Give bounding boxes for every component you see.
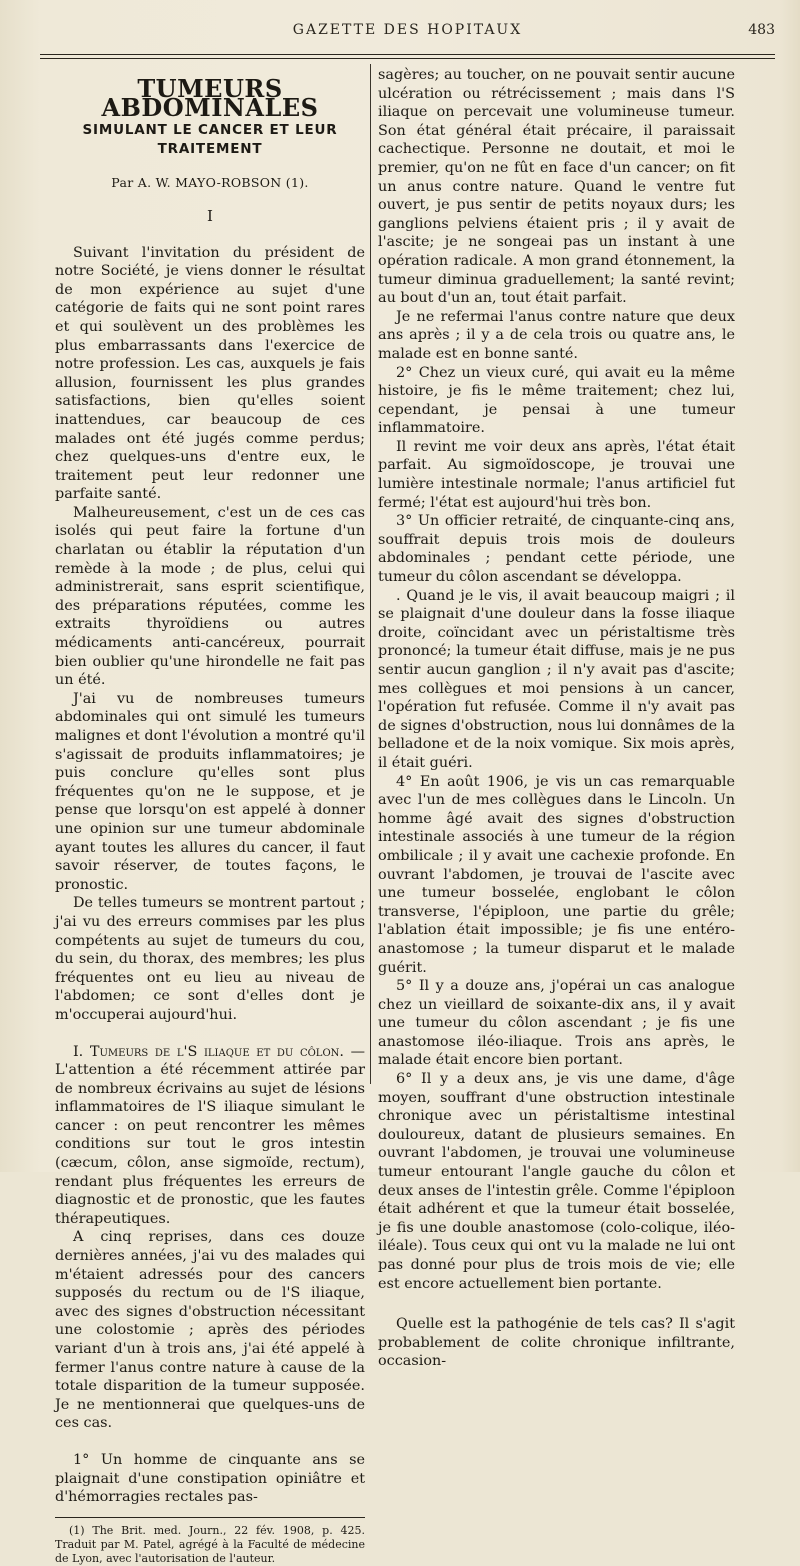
- section-number: I: [207, 206, 213, 225]
- closing-paragraph: Quelle est la pathogénie de tels cas? Il s'agit probablement de colite chronique infiltrante, occasion-: [378, 1316, 735, 1370]
- paragraph: 3° Un officier retraité, de cinquante-cinq ans, souffrait depuis trois mois de douleurs abdominales ; pendant cette période, une tumeur du côlon ascendant se développa.: [378, 513, 735, 586]
- article-subtitle: SIMULANT LE CANCER ET LEUR TRAITEMENT: [82, 122, 338, 157]
- running-title: GAZETTE DES HOPITAUX: [292, 22, 523, 38]
- page-number: 483: [748, 22, 775, 38]
- paragraph: Suivant l'invitation du président de notre Société, je viens donner le résultat de mon expérience au sujet d'une catégorie de faits qui ne sont point rares et qui soulèvent un des problèmes les plus embarrassants dans l'exercice de notre profession. Les cas, auxquels je fais allusion, fournissent les plus grandes satisfactions, bien qu'elles soient inattendues, car beaucoup de ces malades ont été jugés comme perdus; chez quelques-uns d'entre eux, le traitement peut leur redonner une parfaite santé.: [55, 244, 365, 503]
- paragraph: Il revint me voir deux ans après, l'état était parfait. Au sigmoïdoscope, je trouvai une lumière intestinale normale; l'anus artificiel fut fermé; l'état est aujourd'hui très bon.: [378, 438, 735, 511]
- case-paragraph: 1° Un homme de cinquante ans se plaignait d'une constipation opiniâtre et d'hémorragies rectales pas-: [55, 1451, 365, 1506]
- paragraph: 6° Il y a deux ans, je vis une dame, d'âge moyen, souffrant d'une obstruction intestinale chronique avec un péristaltisme intestinal douloureux, datant de plusieurs semaines. En ouvrant l'abdomen, je trouvai une volumineuse tumeur entourant l'angle gauche du côlon et deux anses de l'intestin grêle. Comme l'épiploon était adhérent et que la tumeur était bosselée, je fis une double anastomose (colo-colique, iléo-iléale). Tous ceux qui ont vu la malade ne lui ont pas donné pour plus de trois mois de vie; elle est encore actuellement bien portante.: [378, 1071, 735, 1292]
- article-title: TUMEURS ABDOMINALES: [101, 74, 319, 122]
- section-heading: I. Tumeurs de l'S iliaque et du côlon.: [73, 1043, 344, 1060]
- page-header: [40, 18, 775, 40]
- footnote: (1) The Brit. med. Journ., 22 fév. 1908, p. 425. Traduit par M. Patel, agrégé à la Faculté de médecine de Lyon, avec l'autorisation de l'auteur.: [55, 1523, 365, 1565]
- left-column: [55, 66, 365, 1566]
- paragraph: Malheureusement, c'est un de ces cas isolés qui peut faire la fortune d'un charlatan ou établir la réputation d'un remède à la mode ; de plus, celui qui administrerait, sans esprit scientifique, des préparations réputées, comme les extraits thyroïdiens ou autres médicaments anti-cancéreux, pourrait bien oublier qu'une hirondelle ne fait pas un été.: [55, 504, 365, 689]
- paragraph: 4° En août 1906, je vis un cas remarquable avec l'un de mes collègues dans le Lincoln. Un homme âgé avait des signes d'obstruction intestinale associés à une tumeur de la région ombilicale ; il y avait une cachexie profonde. En ouvrant l'abdomen, je trouvai de l'ascite avec une tumeur bosselée, englobant le côlon transverse, l'épiploon, une partie du grêle; l'ablation était impossible; je fis une entéro-anastomose ; la tumeur disparut et le malade guérit.: [378, 773, 735, 976]
- paragraph: sagères; au toucher, on ne pouvait sentir aucune ulcération ou rétrécissement ; mais dans l'S iliaque on percevait une volumineuse tumeur. Son état général était précaire, il paraissait cachectique. Personne ne doutait, et moi le premier, qu'on ne fût en face d'un cancer; on fit un anus contre nature. Quand le ventre fut ouvert, je pus sentir de petits noyaux durs; les ganglions pelviens étaient pris ; il y avait de l'ascite; je ne songeai pas un instant à une opération radicale. A mon grand étonnement, la tumeur diminua graduellement; la santé revint; au bout d'un an, tout était parfait.: [378, 67, 735, 307]
- section-paragraph: [55, 1043, 365, 1229]
- paragraph: A cinq reprises, dans ces douze dernières années, j'ai vu des malades qui m'étaient adressés pour des cancers supposés du rectum ou de l'S iliaque, avec des signes d'obstruction nécessitant une colostomie ; après des périodes variant d'un à trois ans, j'ai été appelé à fermer l'anus contre nature à cause de la totale disparition de la tumeur supposée. Je ne mentionnerai que quelques-uns de ces cas.: [55, 1229, 365, 1432]
- paragraph: . Quand je le vis, il avait beaucoup maigri ; il se plaignait d'une douleur dans la fosse iliaque droite, coïncidant avec un péristaltisme très prononcé; la tumeur était diffuse, mais je ne pus sentir aucun ganglion ; il n'y avait pas d'ascite; mes collègues et moi pensions à un cancer, l'opération fut refusée. Comme il n'y avait pas de signes d'obstruction, nous lui donnâmes de la belladone et de la noix vomique. Six mois après, il était guéri.: [378, 587, 735, 771]
- right-column: [378, 66, 735, 1371]
- paragraph: 5° Il y a douze ans, j'opérai un cas analogue chez un vieillard de soixante-dix ans, il y avait une tumeur du côlon ascendant ; je fis une anastomose iléo-iliaque. Trois ans après, le malade était encore bien portant.: [378, 978, 735, 1069]
- article-author: Par A. W. MAYO-ROBSON (1).: [111, 175, 309, 191]
- header-rule-thin: [40, 58, 775, 59]
- header-rule: [40, 54, 775, 55]
- paragraph: 2° Chez un vieux curé, qui avait eu la même histoire, je fis le même traitement; chez lui, cependant, je pensai à une tumeur inflammatoire.: [378, 364, 735, 437]
- column-divider: [370, 64, 371, 1084]
- paragraph: J'ai vu de nombreuses tumeurs abdominales qui ont simulé les tumeurs malignes et dont l'évolution a montré qu'il s'agissait de produits inflammatoires; je puis conclure qu'elles sont plus fréquentes qu'on ne le suppose, et je pense que lorsqu'on est appelé à donner une opinion sur une tumeur abdominale ayant toutes les allures du cancer, il faut savoir réserver, de toutes façons, le pronostic.: [55, 690, 365, 893]
- section-intro: — L'attention a été récemment attirée par de nombreux écrivains au sujet de lésions inflammatoires de l'S iliaque simulant le cancer : on peut rencontrer les mêmes conditions sur tout le gros intestin (cæcum, côlon, anse sigmoïde, rectum), rendant plus fréquentes les erreurs de diagnostic et de pronostic, que les fautes thérapeutiques.: [55, 1043, 365, 1227]
- paragraph: Je ne refermai l'anus contre nature que deux ans après ; il y a de cela trois ou quatre ans, le malade est en bonne santé.: [378, 308, 735, 362]
- paragraph: De telles tumeurs se montrent partout ; j'ai vu des erreurs commises par les plus compétents au sujet de tumeurs du cou, du sein, du thorax, des membres; les plus fréquentes ont eu lieu au niveau de l'abdomen; ce sont d'elles dont je m'occuperai aujourd'hui.: [55, 895, 365, 1023]
- footnote-rule: [55, 1517, 365, 1518]
